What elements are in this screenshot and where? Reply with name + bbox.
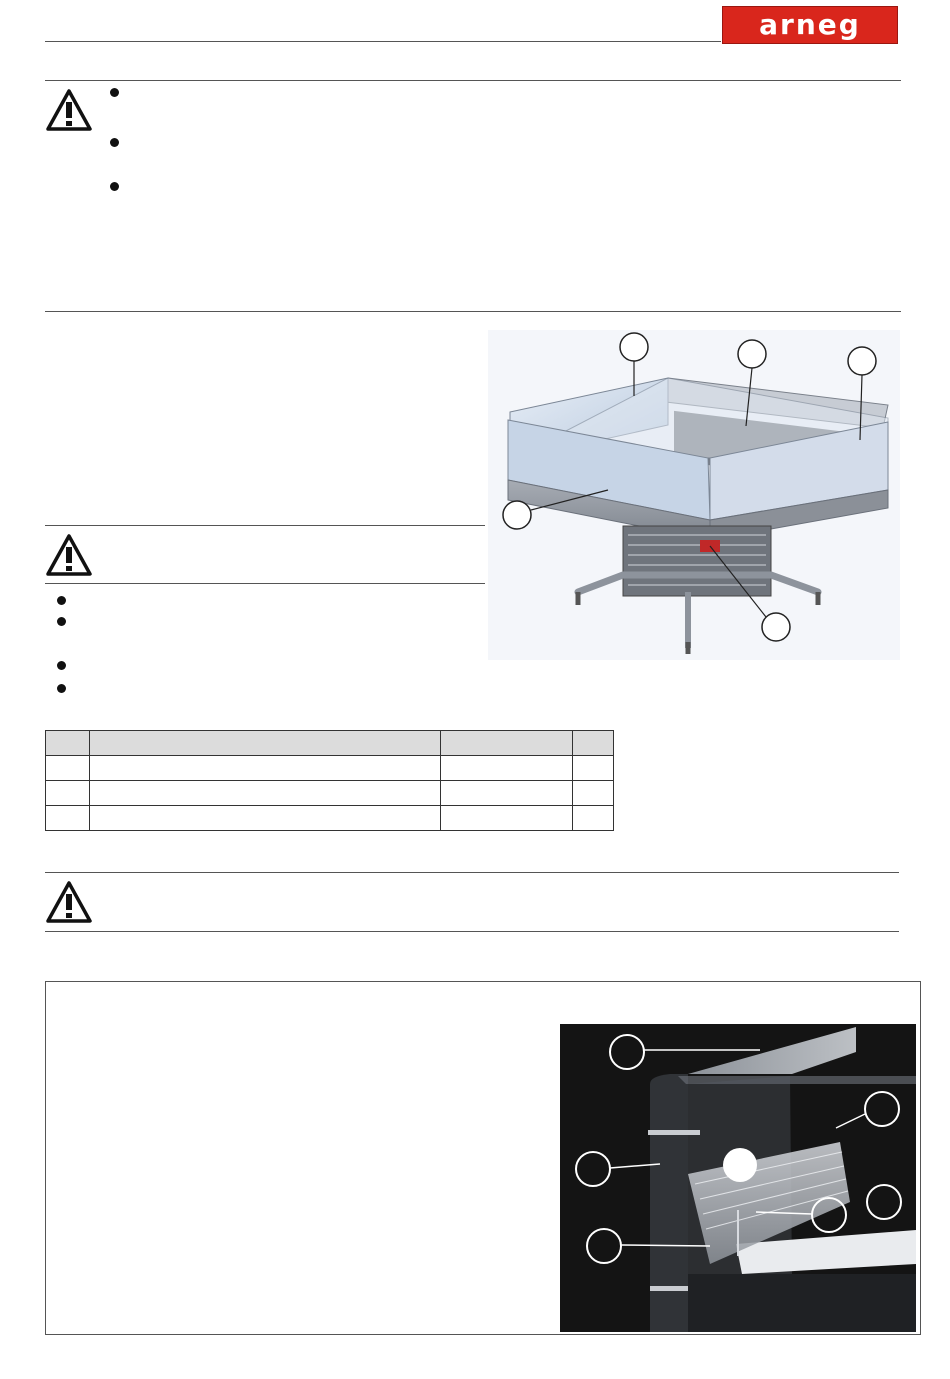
table-header-cell (441, 731, 573, 756)
parts-table (45, 730, 614, 831)
bullet-icon (110, 138, 119, 147)
table-row (46, 756, 614, 781)
table-cell (573, 781, 614, 806)
section-divider-4 (45, 583, 485, 584)
bullet-icon (57, 596, 66, 605)
table-cell (441, 756, 573, 781)
warning-triangle-icon (45, 880, 93, 925)
table-cell (46, 781, 90, 806)
table-cell (46, 756, 90, 781)
table-row (46, 806, 614, 831)
table-cell (90, 806, 441, 831)
section-divider-5 (45, 872, 899, 873)
table-cell (46, 806, 90, 831)
bullet-icon (57, 617, 66, 626)
warning-triangle-icon (45, 533, 93, 578)
shelf-detail-photo (560, 1024, 916, 1332)
table-cell (573, 756, 614, 781)
logo-text: arneg (759, 8, 861, 41)
bullet-icon (57, 661, 66, 670)
arneg-logo (722, 6, 898, 44)
table-row (46, 781, 614, 806)
table-header-row (46, 731, 614, 756)
bullet-icon (110, 182, 119, 191)
section-divider-3 (45, 525, 485, 526)
table-cell (90, 756, 441, 781)
section-divider-1 (45, 80, 901, 81)
header-rule (45, 41, 721, 42)
bullet-icon (57, 684, 66, 693)
table-header-cell (573, 731, 614, 756)
section-divider-2 (45, 311, 901, 312)
table-header-cell (90, 731, 441, 756)
table-cell (90, 781, 441, 806)
bullet-icon (110, 88, 119, 97)
section-divider-6 (45, 931, 899, 932)
table-cell (441, 781, 573, 806)
table-cell (573, 806, 614, 831)
table-header-cell (46, 731, 90, 756)
table-cell (441, 806, 573, 831)
warning-triangle-icon (45, 88, 93, 133)
display-counter-figure (488, 330, 900, 660)
